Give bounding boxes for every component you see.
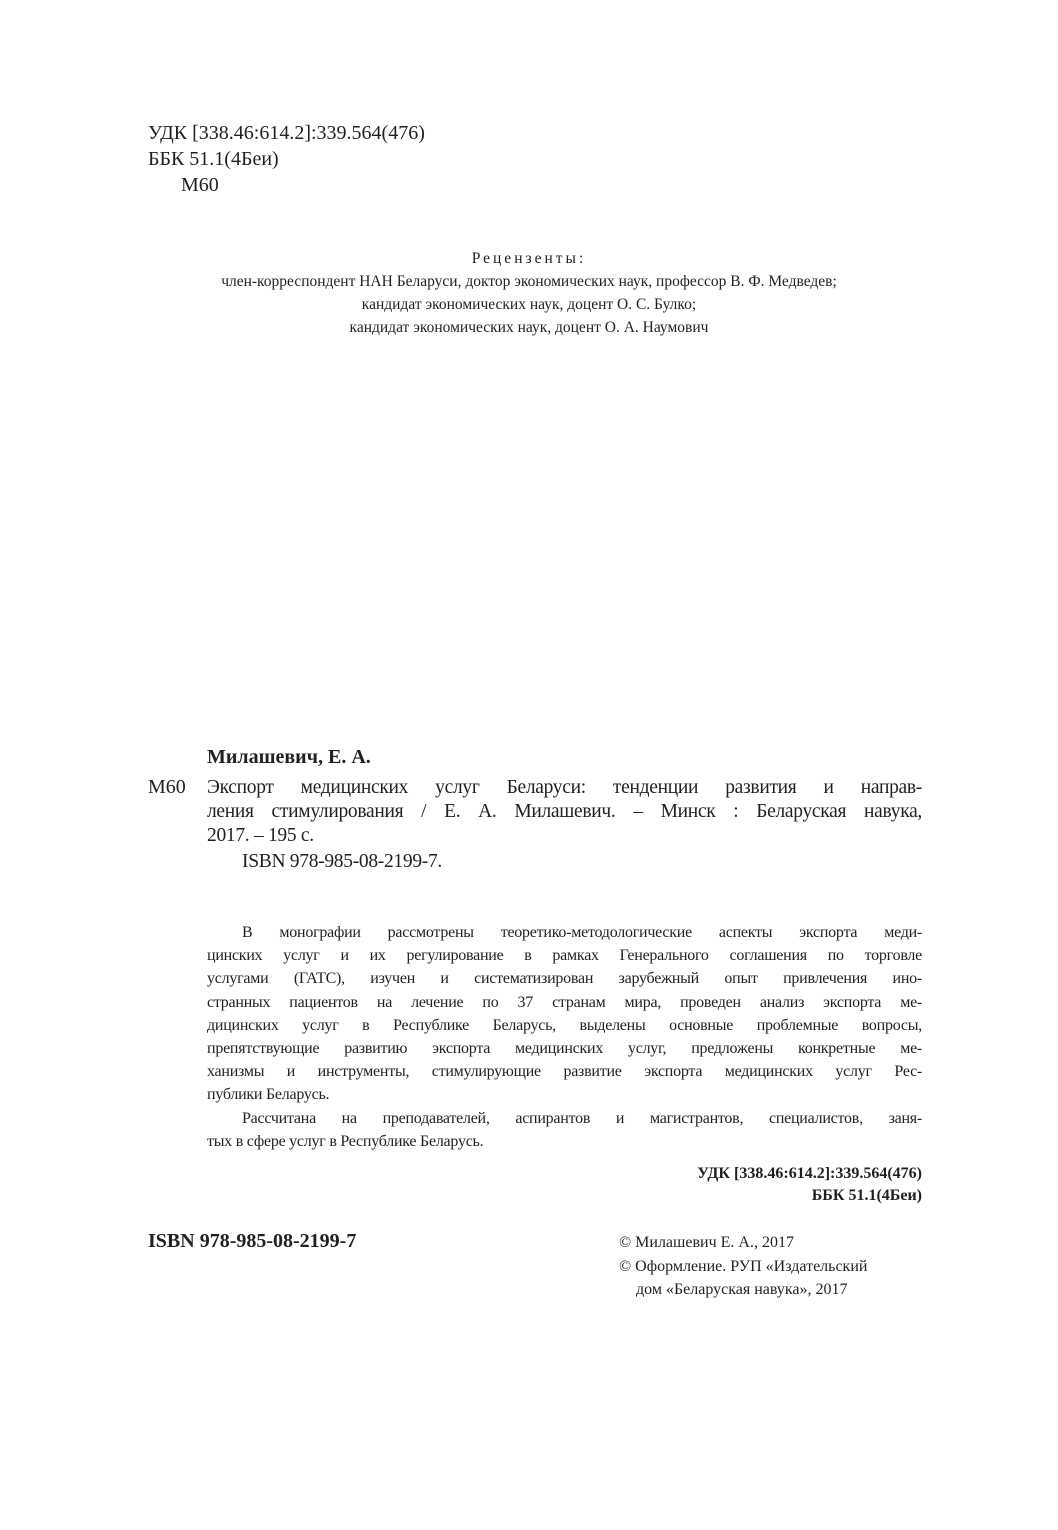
- abstract-line: цинских услуг и их регулирование в рамках Генерального соглашения по торговле: [207, 947, 922, 965]
- description-line: Экспорт медицинских услуг Беларуси: тенденции развития и направ-: [207, 777, 922, 798]
- abstract-line: услугами (ГАТС), изучен и систематизирован зарубежный опыт привлечения ино-: [207, 970, 922, 988]
- abstract-line: странных пациентов на лечение по 37 странам мира, проведен анализ экспорта ме-: [207, 993, 922, 1011]
- catalog-description: [207, 776, 922, 874]
- udk-code: УДК [338.46:614.2]:339.564(476): [148, 122, 425, 144]
- reviewers-title: Рецензенты:: [471, 250, 587, 267]
- footer-bbk: ББК 51.1(4Беи): [811, 1187, 922, 1204]
- catalog-isbn: ISBN 978-985-08-2199-7.: [242, 851, 443, 872]
- footer-classification: [697, 1163, 922, 1207]
- classification-block: [148, 120, 425, 198]
- copyright-line: дом «Беларуская навука», 2017: [636, 1281, 848, 1298]
- abstract-line: препятствующие развитию экспорта медицинских услуг, предложены конкретные ме-: [207, 1040, 922, 1058]
- copyright-line: © Оформление. РУП «Издательский: [619, 1257, 868, 1275]
- abstract-line: ханизмы и инструменты, стимулирующие развитие экспорта медицинских услуг Рес-: [207, 1063, 922, 1081]
- catalog-code: М60: [148, 776, 186, 798]
- abstract: [207, 921, 922, 1153]
- description-line: 2017. – 195 с.: [207, 825, 314, 846]
- abstract-line: Рассчитана на преподавателей, аспирантов и магистрантов, специалистов, заня-: [242, 1109, 922, 1127]
- author-sign: М60: [181, 174, 219, 196]
- copyright-block: [619, 1231, 867, 1302]
- footer-isbn: ISBN 978-985-08-2199-7: [148, 1230, 357, 1252]
- abstract-line: В монографии рассмотрены теоретико-методологические аспекты экспорта меди-: [242, 924, 922, 941]
- abstract-line: тых в сфере услуг в Республике Беларусь.: [207, 1132, 484, 1150]
- bbk-code: ББК 51.1(4Беи): [148, 148, 279, 170]
- reviewer: кандидат экономических наук, доцент О. А. Наумович: [349, 319, 709, 336]
- reviewer: член-корреспондент НАН Беларуси, доктор экономических наук, профессор В. Ф. Медведев;: [221, 273, 837, 290]
- abstract-line: публики Беларусь.: [207, 1086, 330, 1104]
- reviewer: кандидат экономических наук, доцент О. С. Булко;: [361, 296, 697, 313]
- abstract-line: дицинских услуг в Республике Беларусь, выделены основные проблемные вопросы,: [207, 1016, 922, 1034]
- reviewers-block: [0, 247, 1058, 339]
- catalog-author: Милашевич, Е. А.: [207, 746, 371, 768]
- copyright-line: © Милашевич Е. А., 2017: [619, 1234, 794, 1251]
- footer-udk: УДК [338.46:614.2]:339.564(476): [697, 1165, 922, 1182]
- description-line: ления стимулирования / Е. А. Милашевич. – Минск : Беларуская навука,: [207, 801, 922, 822]
